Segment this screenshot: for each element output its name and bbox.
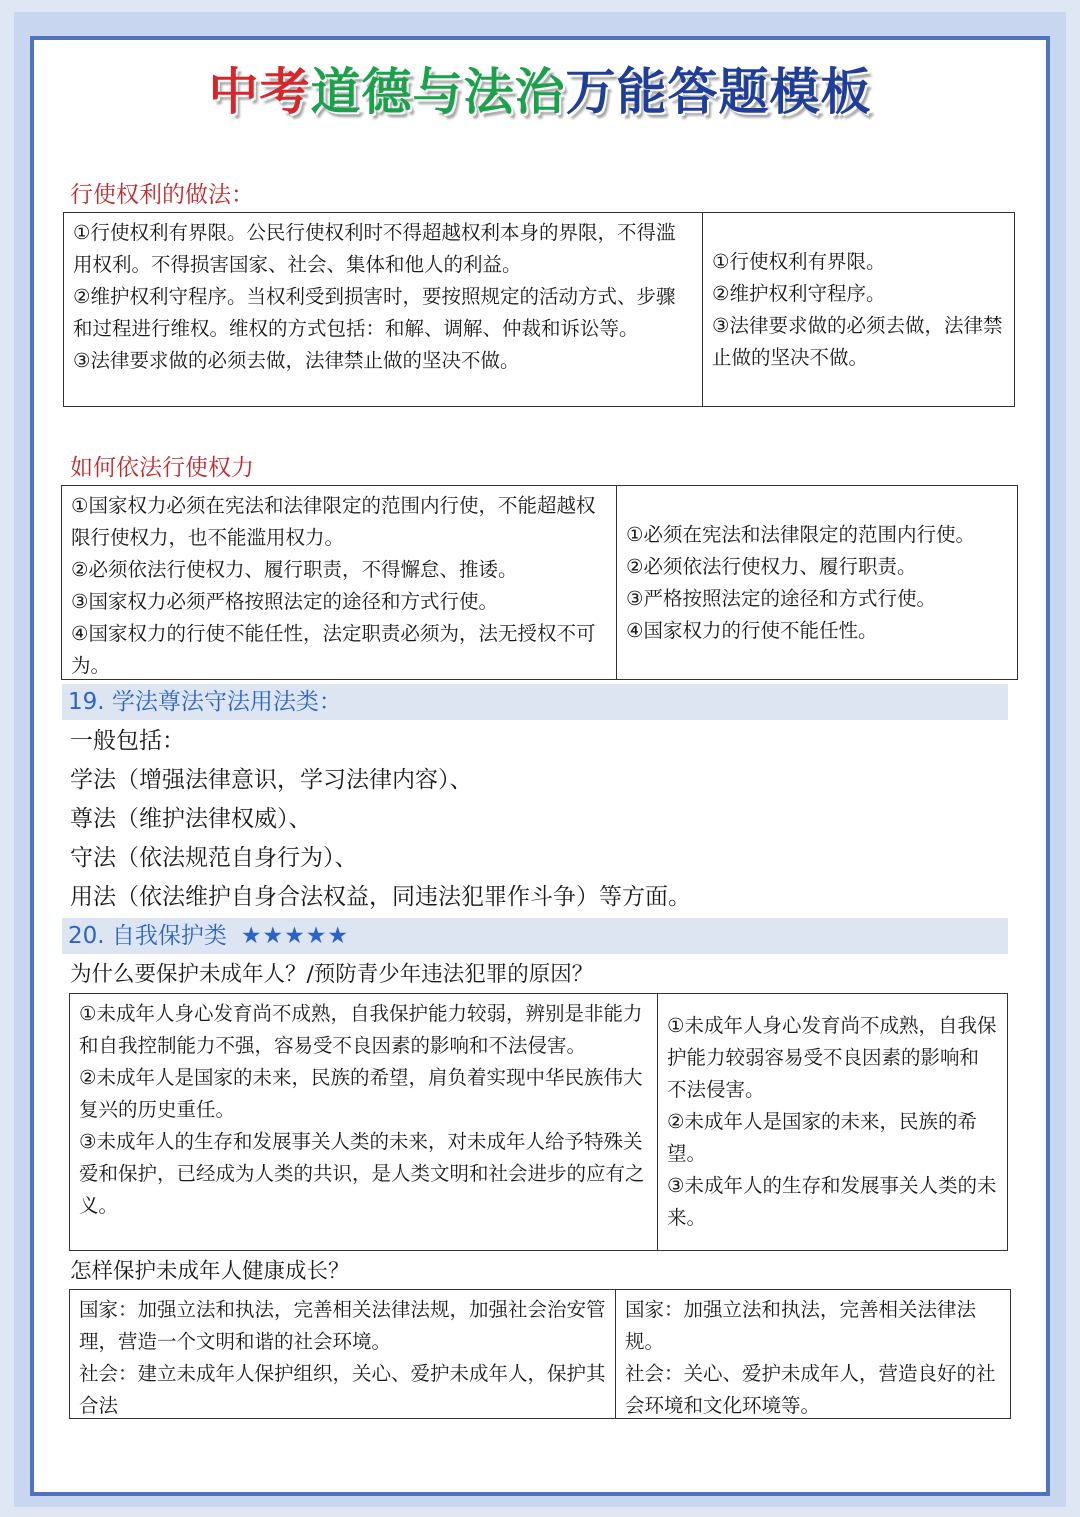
how-protect-detail-cell: 国家：加强立法和执法，完善相关法律法规，加强社会治安管理，营造一个文明和谐的社会环境。 社会：建立未成年人保护组织，关心、爱护未成年人，保护其合法: [70, 1290, 616, 1418]
why-protect-detail-cell: ①未成年人身心发育尚不成熟，自我保护能力较弱，辨别是非能力和自我控制能力不强，容易受不良因素的影响和不法侵害。 ②未成年人是国家的未来，民族的希望，肩负着实现中华民族伟大复兴的历史重任。 ③未成年人的生存和发展事关人类的未来，对未成年人给予特殊关爱和保护，已经成为人类的共识，是人类文明和社会进步的应有之义。: [70, 994, 658, 1250]
why-protect-table: [69, 993, 1008, 1251]
rights-summary-text: ①行使权利有界限。 ②维护权利守程序。 ③法律要求做的必须去做，法律禁止做的坚决不做。: [712, 249, 1003, 369]
question-how-protect: 怎样保护未成年人健康成长？: [70, 1259, 350, 1284]
star-rating-icon: ★★★★★: [240, 923, 349, 949]
section-heading-rights: 行使权利的做法：: [70, 182, 254, 208]
section-bar-protection: [62, 918, 1008, 954]
question-why-protect: 为什么要保护未成年人？/预防青少年违法犯罪的原因？: [70, 962, 594, 987]
title-part-3: 万能答题模板: [565, 63, 872, 121]
power-summary-text: ①必须在宪法和法律限定的范围内行使。 ②必须依法行使权力、履行职责。 ③严格按照法定的途径和方式行使。 ④国家权力的行使不能任性。: [626, 522, 975, 642]
how-protect-summary-cell: [616, 1290, 1009, 1418]
power-summary-cell: [617, 486, 1016, 679]
title-part-2: 道德与法治: [310, 63, 566, 121]
law-line-2: 学法（增强法律意识，学习法律内容）、: [70, 767, 473, 793]
protection-heading: 20. 自我保护类: [68, 923, 227, 949]
how-protect-table: [69, 1289, 1011, 1419]
section-bar-law: 19. 学法尊法守法用法类：: [62, 684, 1008, 720]
rights-summary-cell: [703, 213, 1013, 406]
why-protect-summary-cell: [658, 994, 1006, 1250]
rights-detail-cell: ①行使权利有界限。公民行使权利时不得超越权利本身的界限，不得滥用权利。不得损害国家、社会、集体和他人的利益。 ②维护权利守程序。当权利受到损害时，要按照规定的活动方式、步骤和过程进行维权。维权的方式包括：和解、调解、仲裁和诉讼等。 ③法律要求做的必须去做，法律禁止做的坚决不做。: [64, 213, 703, 406]
power-table: [61, 485, 1018, 680]
law-line-1: 一般包括：: [70, 728, 185, 754]
section-heading-power: 如何依法行使权力: [70, 455, 254, 481]
law-line-5: 用法（依法维护自身合法权益，同违法犯罪作斗争）等方面。: [70, 884, 691, 910]
law-line-4: 守法（依法规范自身行为）、: [70, 845, 358, 871]
how-protect-summary-text: 国家：加强立法和执法，完善相关法律法规。 社会：关心、爱护未成年人，营造良好的社会环境和文化环境等。: [625, 1298, 996, 1417]
rights-table: [63, 212, 1015, 407]
page-title: [0, 52, 1080, 124]
power-detail-cell: ①国家权力必须在宪法和法律限定的范围内行使，不能超越权限行使权力，也不能滥用权力。 ②必须依法行使权力、履行职责，不得懈怠、推诿。 ③国家权力必须严格按照法定的途径和方式行使。 ④国家权力的行使不能任性，法定职责必须为，法无授权不可为。: [62, 486, 617, 679]
why-protect-summary-text: ①未成年人身心发育尚不成熟，自我保护能力较弱容易受不良因素的影响和不法侵害。 ②未成年人是国家的未来，民族的希望。 ③未成年人的生存和发展事关人类的未来。: [667, 1014, 997, 1229]
title-part-1: 中考: [208, 63, 311, 121]
law-line-3: 尊法（维护法律权威）、: [70, 806, 312, 832]
